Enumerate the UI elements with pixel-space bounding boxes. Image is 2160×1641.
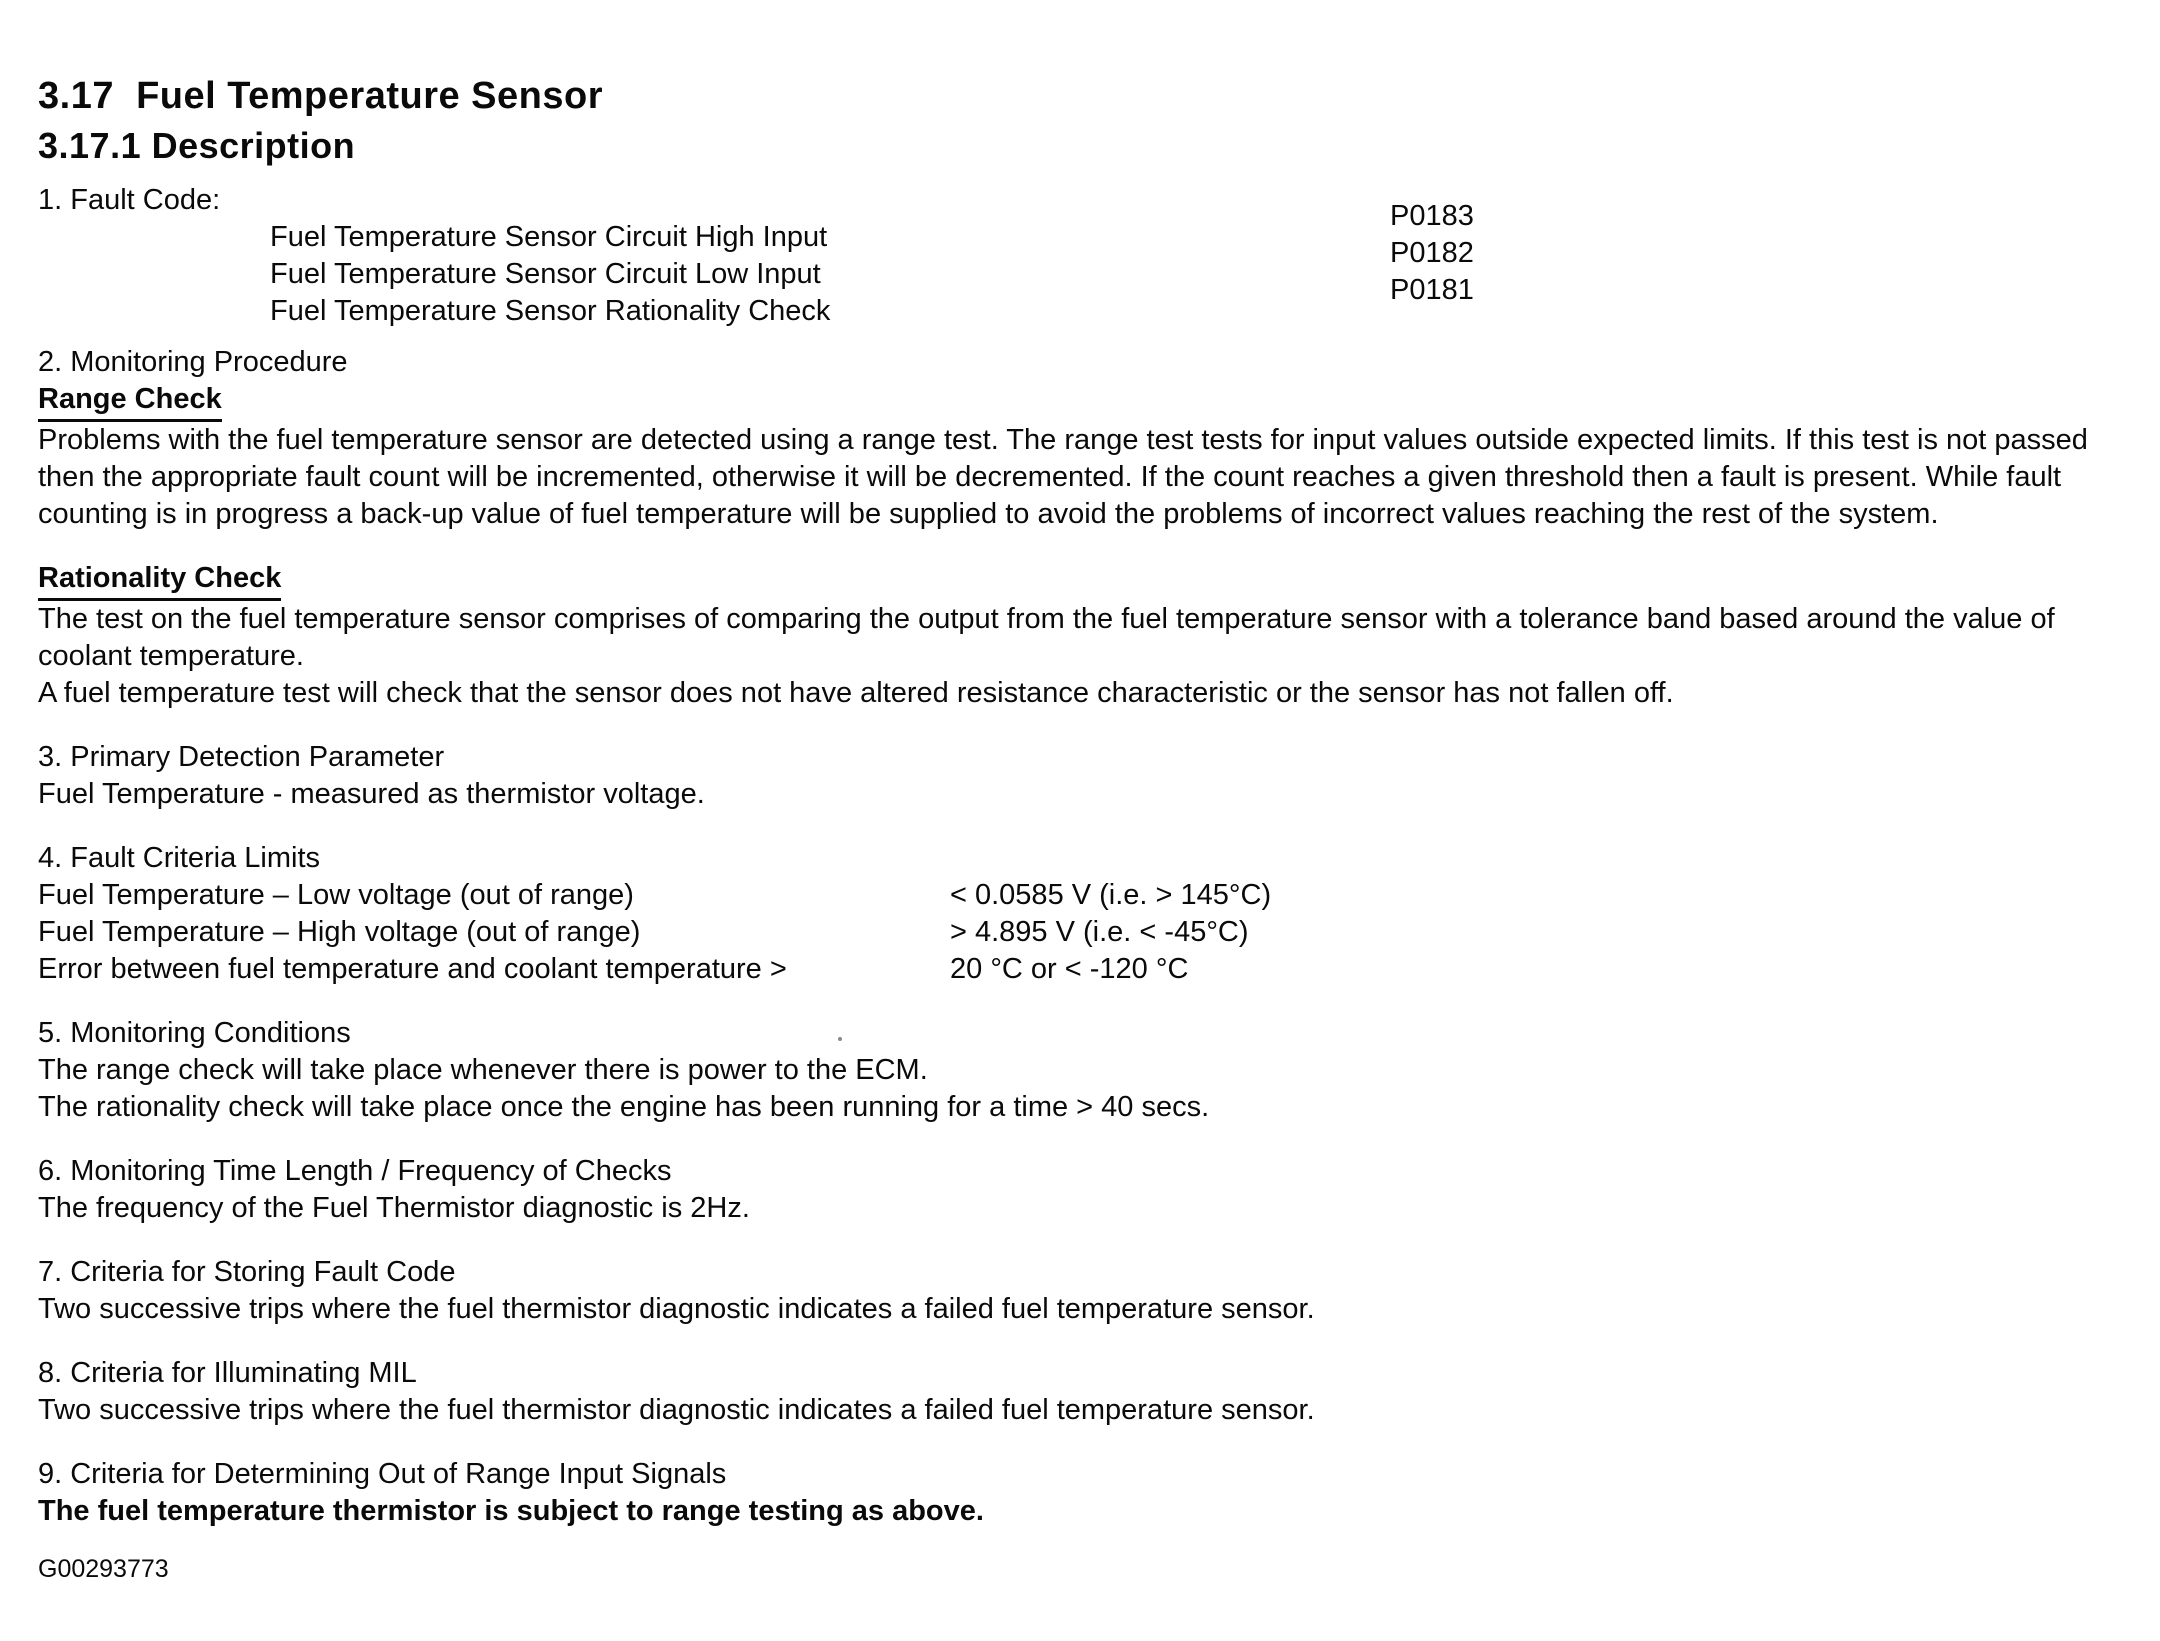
out-of-range-section: [38, 1456, 2126, 1530]
fault-criteria-label: Fuel Temperature – High voltage (out of range): [38, 916, 641, 948]
fault-criteria-value: 20 °C or < -120 °C: [950, 953, 1189, 985]
fault-code-name: Fuel Temperature Sensor Circuit Low Input: [270, 258, 821, 290]
fault-code-values: [1390, 198, 1474, 309]
fault-criteria-label: Error between fuel temperature and coolant temperature >: [38, 953, 787, 985]
monitoring-procedure-section: [38, 344, 2126, 533]
rationality-check-section: [38, 560, 2126, 712]
primary-detection-heading: 3. Primary Detection Parameter: [38, 741, 445, 773]
monitoring-time-section: [38, 1153, 2126, 1227]
range-check-heading: Range Check: [38, 381, 2126, 422]
fault-criteria-row: [38, 914, 2126, 951]
storing-fault-code-section: [38, 1254, 2126, 1328]
fault-criteria-section: [38, 840, 2126, 988]
fault-code-name: Fuel Temperature Sensor Circuit High Input: [270, 221, 828, 253]
fault-code-names: [270, 219, 2126, 330]
monitoring-time-body: The frequency of the Fuel Thermistor diagnostic is 2Hz.: [38, 1192, 750, 1224]
fault-criteria-row: [38, 951, 2126, 988]
rationality-check-heading: Rationality Check: [38, 560, 2126, 601]
out-of-range-heading: 9. Criteria for Determining Out of Range Input Signals: [38, 1458, 727, 1490]
monitoring-conditions-heading: 5. Monitoring Conditions: [38, 1017, 351, 1049]
monitoring-conditions-section: [38, 1015, 2126, 1126]
scan-speck-artifact: [838, 1037, 842, 1041]
primary-detection-body: Fuel Temperature - measured as thermistor voltage.: [38, 778, 705, 810]
fault-code-section: [38, 182, 2126, 330]
fault-code-label: 1. Fault Code:: [38, 184, 221, 216]
fault-code-value: P0181: [1390, 274, 1474, 306]
illuminating-mil-heading: 8. Criteria for Illuminating MIL: [38, 1357, 417, 1389]
monitoring-conditions-line-1: The range check will take place whenever there is power to the ECM.: [38, 1054, 928, 1086]
fault-criteria-label: Fuel Temperature – Low voltage (out of range): [38, 879, 634, 911]
fault-code-name: Fuel Temperature Sensor Rationality Check: [270, 295, 831, 327]
illuminating-mil-section: [38, 1355, 2126, 1429]
fault-criteria-value: > 4.895 V (i.e. < -45°C): [950, 916, 1249, 948]
fault-code-value: P0183: [1390, 200, 1474, 232]
fault-criteria-heading: 4. Fault Criteria Limits: [38, 842, 321, 874]
out-of-range-body: The fuel temperature thermistor is subject to range testing as above.: [38, 1495, 984, 1527]
storing-fault-code-heading: 7. Criteria for Storing Fault Code: [38, 1256, 456, 1288]
range-check-body: Problems with the fuel temperature sensor are detected using a range test. The range test tests for input values outside expected limits. If this test is not passed then the appropriate fault count will be incremented, otherwise it will be decremented. If the count reaches a given threshold then a fault is present. While fault counting is in progress a back-up value of fuel temperature will be supplied to avoid the problems of incorrect values reaching the rest of the system.: [38, 424, 2088, 530]
figure-id: G00293773: [38, 1555, 169, 1583]
rationality-check-body-2: A fuel temperature test will check that the sensor does not have altered resistance characteristic or the sensor has not fallen off.: [38, 677, 1674, 709]
storing-fault-code-body: Two successive trips where the fuel thermistor diagnostic indicates a failed fuel temperature sensor.: [38, 1293, 1315, 1325]
fault-code-value: P0182: [1390, 237, 1474, 269]
subsection-title: 3.17.1 Description: [38, 125, 356, 166]
fault-criteria-row: [38, 877, 2126, 914]
monitoring-conditions-line-2: The rationality check will take place once the engine has been running for a time > 40 secs.: [38, 1091, 1210, 1123]
illuminating-mil-body: Two successive trips where the fuel thermistor diagnostic indicates a failed fuel temperature sensor.: [38, 1394, 1315, 1426]
fault-criteria-value: < 0.0585 V (i.e. > 145°C): [950, 879, 1272, 911]
monitoring-procedure-heading: 2. Monitoring Procedure: [38, 346, 348, 378]
monitoring-time-heading: 6. Monitoring Time Length / Frequency of Checks: [38, 1155, 672, 1187]
rationality-check-body-1: The test on the fuel temperature sensor comprises of comparing the output from the fuel temperature sensor with a tolerance band based around the value of coolant temperature.: [38, 603, 2055, 672]
primary-detection-section: [38, 739, 2126, 813]
section-title: 3.17 Fuel Temperature Sensor: [38, 75, 603, 117]
